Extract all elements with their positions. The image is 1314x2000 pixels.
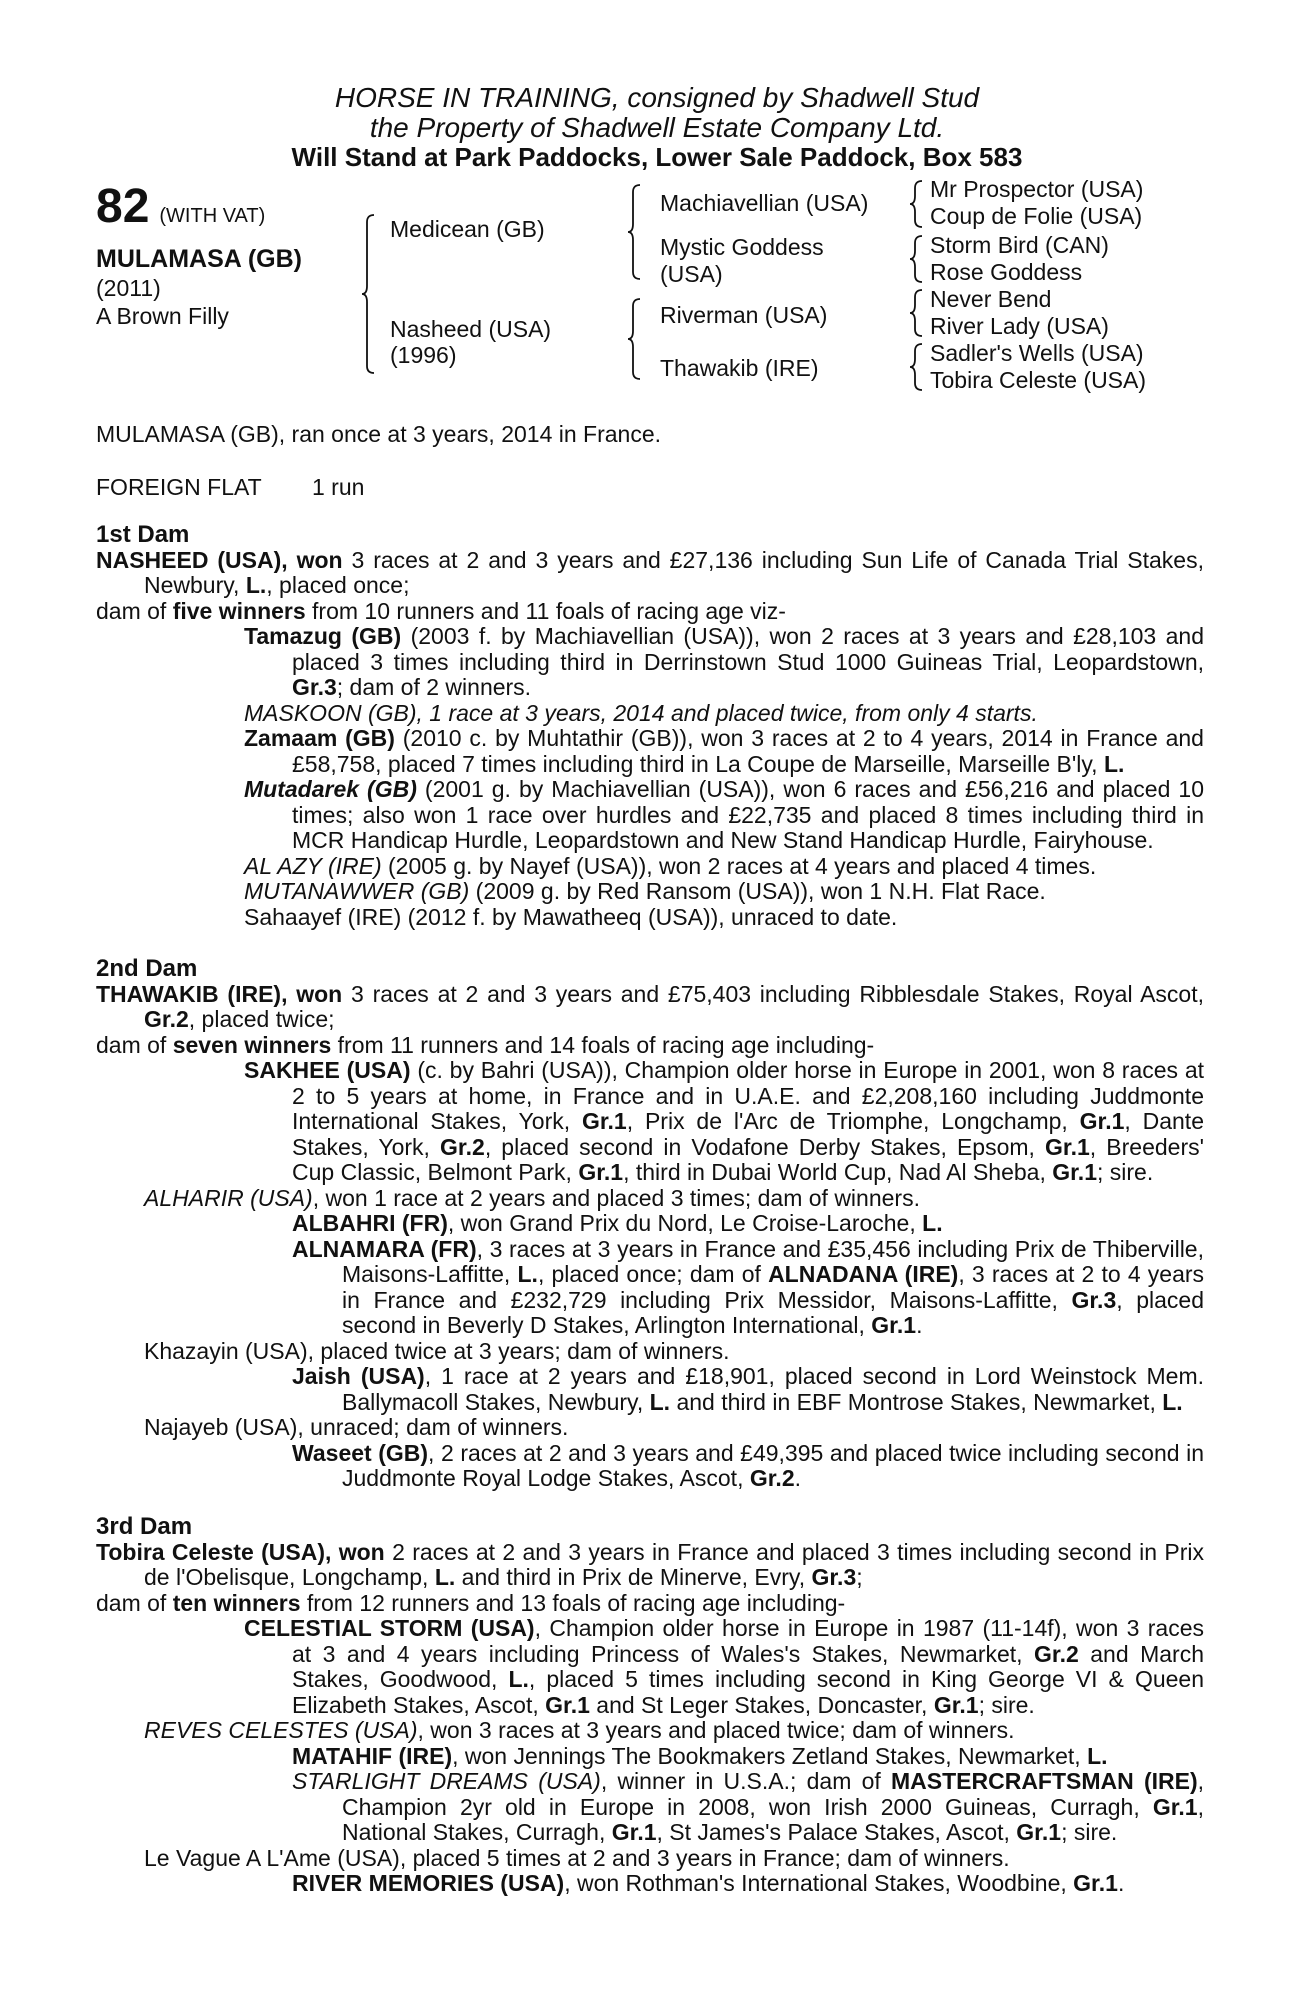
produce-jaish <box>96 1364 1204 1415</box>
produce-matahif <box>96 1744 1204 1770</box>
pedigree-g3-1: Mr Prospector (USA) <box>930 176 1144 202</box>
record-text: , won Jennings The Bookmakers Zetland Stakes, Newmarket, <box>452 1742 1088 1769</box>
produce-maskoon <box>96 701 1204 727</box>
produce-name: AL AZY (IRE) <box>244 852 382 879</box>
record-text: , 1 race at 3 years, 2014 and placed twice, from only 4 starts. <box>416 699 1038 726</box>
record-text: , won Rothman's International Stakes, Woodbine, <box>564 1870 1074 1896</box>
produce-name: CELESTIAL STORM (USA) <box>244 1615 535 1641</box>
grade: L. <box>1103 750 1125 777</box>
grade: Gr.1 <box>1152 1793 1198 1820</box>
grade: Gr.3 <box>292 674 337 700</box>
first-dam-section <box>96 522 1204 930</box>
record-text: , placed second in Beverly D Stakes, Arlington International, <box>342 1286 1204 1338</box>
racing-summary: MULAMASA (GB), ran once at 3 years, 2014 in France. <box>96 421 662 447</box>
grade: L. <box>649 1388 671 1415</box>
produce-name: Jaish (USA) <box>292 1363 425 1389</box>
produce-name: Tamazug (GB) <box>244 623 402 649</box>
produce-al-azy <box>96 854 1204 880</box>
record-text: and St Leger Stakes, Doncaster, <box>589 1691 934 1718</box>
grade: Gr.1 <box>578 1159 624 1185</box>
winners-count: seven winners <box>172 1031 332 1058</box>
grade: Gr.3 <box>811 1564 857 1590</box>
produce-mutanawwer <box>96 879 1204 905</box>
lot-number-block <box>96 182 265 232</box>
record-text: , Dante Stakes, York, <box>292 1108 1204 1160</box>
record-text: . <box>916 1312 923 1338</box>
record-text: ; sire. <box>978 1691 1035 1718</box>
record-text: . <box>1117 1870 1125 1896</box>
record-text: , placed twice; <box>188 1006 335 1032</box>
record-text: (2010 c. by Muhtathir (GB)), won 3 races at 2 to 4 years, 2014 in France and £58,758, placed 7 times including third in La Coupe de Marseille, Marseille B'ly, <box>292 725 1204 777</box>
grade: Gr.2 <box>144 1006 189 1032</box>
record-text: 3 races at 2 and 3 years and £27,136 including Sun Life of Canada Trial Stakes, Newbury, <box>144 546 1204 598</box>
grade: Gr.1 <box>581 1108 627 1134</box>
produce-zamaam <box>96 726 1204 777</box>
produce-name: MASKOON (GB) <box>244 699 417 726</box>
first-dam-produce-summary <box>96 599 1204 625</box>
record-text: and third in EBF Montrose Stakes, Newmarket, <box>670 1388 1163 1415</box>
record-text: , Champion 2yr old in Europe in 2008, won Irish 2000 Guineas, Curragh, <box>342 1768 1205 1820</box>
vat-note: (WITH VAT) <box>159 205 266 227</box>
pedigree-dam-line2: (1996) <box>390 342 457 368</box>
winners-count: ten winners <box>172 1589 301 1616</box>
pedigree-bracket-g3-3 <box>910 289 924 337</box>
produce-celestial-storm <box>96 1616 1204 1718</box>
pedigree-bracket-g3-2 <box>910 235 924 283</box>
pedigree-bracket-sire <box>628 184 642 280</box>
header-owner: the Property of Shadwell Estate Company Ltd. <box>369 112 945 143</box>
pedigree-bracket-g3-4 <box>910 343 924 391</box>
pedigree-g3-6: River Lady (USA) <box>930 313 1109 339</box>
produce-river-memories <box>96 1871 1204 1897</box>
record-text: (2005 g. by Nayef (USA)), won 2 races at 4 years and placed 4 times. <box>381 852 1097 879</box>
record-text: , Breeders' Cup Classic, Belmont Park, <box>292 1133 1204 1185</box>
produce-name: RIVER MEMORIES (USA) <box>292 1870 565 1896</box>
record-text: (c. by Bahri (USA)), Champion older horse in Europe in 2001, won 8 races at 2 to 5 years at home, in France and in U.A.E. and £2,208,160 including Juddmonte International Stakes, York, <box>292 1057 1204 1134</box>
record-text: , placed 5 times including second in King George VI & Queen Elizabeth Stakes, Ascot, <box>292 1666 1205 1718</box>
record-text: , National Stakes, Curragh, <box>342 1793 1204 1845</box>
horse-description: A Brown Filly <box>96 303 229 329</box>
record-text: ; sire. <box>1061 1819 1118 1845</box>
pedigree-sire: Medicean (GB) <box>390 216 545 242</box>
first-dam-title: 1st Dam <box>96 521 190 548</box>
record-text: , 3 races at 3 years in France and £35,456 including Prix de Thiberville, Maisons-Laffitte, <box>342 1235 1204 1287</box>
second-dam-record <box>96 982 1204 1033</box>
pedigree-dam-line1: Nasheed (USA) <box>390 316 552 342</box>
lot-number: 82 <box>96 180 150 233</box>
grade: Gr.1 <box>871 1312 917 1338</box>
third-dam-title: 3rd Dam <box>96 1513 193 1540</box>
produce-name: MUTANAWWER (GB) <box>244 878 470 904</box>
record-text: , placed once; <box>266 572 410 598</box>
grade: L. <box>1162 1388 1183 1415</box>
pedigree-g3-3: Storm Bird (CAN) <box>930 232 1109 258</box>
third-dam-section <box>96 1514 1204 1897</box>
produce-name: ALBAHRI (FR) <box>292 1210 448 1236</box>
produce-alnamara <box>96 1237 1204 1339</box>
record-text: and third in Prix de Minerve, Evry, <box>455 1564 812 1590</box>
produce-name: Waseet (GB) <box>292 1439 429 1466</box>
pedigree-bracket-dam <box>628 298 642 380</box>
grade: Gr.1 <box>611 1819 657 1845</box>
grade: L. <box>508 1666 529 1692</box>
second-dam-section <box>96 956 1204 1492</box>
grade: L. <box>245 572 267 598</box>
pedigree-dam-dam: Thawakib (IRE) <box>660 355 819 381</box>
record-text: ; dam of 2 winners. <box>336 674 532 700</box>
produce-name: REVES CELESTES (USA) <box>144 1717 418 1743</box>
race-record <box>96 474 262 500</box>
pedigree-sire-dam-line2: (USA) <box>660 261 723 287</box>
grade: L. <box>434 1564 456 1590</box>
produce-alharir <box>96 1186 1204 1212</box>
record-text: 3 races at 2 and 3 years and £75,403 including Ribblesdale Stakes, Royal Ascot, <box>342 980 1204 1007</box>
text: from 12 runners and 13 foals of racing age including- <box>300 1589 846 1616</box>
produce-sahaayef: Sahaayef (IRE) (2012 f. by Mawatheeq (USA)), unraced to date. <box>244 903 898 930</box>
grade: L. <box>922 1210 943 1236</box>
won-label: , won <box>281 546 343 573</box>
pedigree-g3-4: Rose Goddess <box>930 259 1083 285</box>
produce-sakhee <box>96 1058 1204 1186</box>
produce-name: Zamaam (GB) <box>244 725 395 751</box>
produce-name: SAKHEE (USA) <box>244 1057 411 1083</box>
third-dam-record <box>96 1540 1204 1591</box>
record-text: , won Grand Prix du Nord, Le Croise-Laroche, <box>447 1210 923 1236</box>
text: from 10 runners and 11 foals of racing age viz- <box>305 597 786 624</box>
winners-count: five winners <box>172 597 306 624</box>
produce-name: STARLIGHT DREAMS (USA) <box>292 1768 601 1794</box>
produce-mutadarek <box>96 777 1204 854</box>
pedigree-bracket-gen1 <box>362 214 376 374</box>
grade: Gr.1 <box>1045 1133 1090 1160</box>
produce-starlight-dreams <box>96 1769 1204 1846</box>
record-text: , winner in U.S.A.; dam of <box>600 1768 891 1794</box>
record-text: (2009 g. by Red Ransom (USA)), won 1 N.H. Flat Race. <box>469 878 1046 904</box>
grade: Gr.1 <box>1016 1819 1062 1845</box>
text: dam of <box>96 1589 173 1616</box>
grade: Gr.1 <box>1079 1108 1125 1134</box>
record-text: and March Stakes, Goodwood, <box>292 1640 1205 1692</box>
produce-name: MATAHIF (IRE) <box>292 1742 453 1769</box>
produce-name: MASTERCRAFTSMAN (IRE) <box>890 1768 1198 1794</box>
first-dam-record <box>96 548 1204 599</box>
text: dam of <box>96 597 173 624</box>
pedigree-dam-sire: Riverman (USA) <box>660 302 828 328</box>
pedigree-g3-8: Tobira Celeste (USA) <box>930 367 1147 393</box>
record-text: , placed once; dam of <box>537 1261 769 1287</box>
grade: Gr.1 <box>1073 1870 1118 1896</box>
pedigree-sire-dam-line1: Mystic Goddess <box>660 234 824 260</box>
produce-waseet <box>96 1441 1204 1492</box>
pedigree-g3-7: Sadler's Wells (USA) <box>930 340 1144 366</box>
dam-name: NASHEED (USA) <box>96 546 282 573</box>
record-text: ; <box>856 1564 863 1590</box>
record-text: ; sire. <box>1097 1159 1154 1185</box>
race-record-label: FOREIGN FLAT <box>96 474 262 500</box>
grade: L. <box>517 1261 538 1287</box>
grade: Gr.1 <box>545 1691 590 1718</box>
produce-le-vague: Le Vague A L'Ame (USA), placed 5 times at 2 and 3 years in France; dam of winners. <box>144 1844 1010 1871</box>
produce-name: ALNADANA (IRE) <box>768 1261 959 1287</box>
won-label: , won <box>324 1538 385 1565</box>
grade: Gr.1 <box>933 1691 979 1718</box>
record-text: (2003 f. by Machiavellian (USA)), won 2 races at 3 years and £28,103 and placed 3 times including third in Derrinstown Stud 1000 Guineas Trial, Leopardstown, <box>292 623 1205 675</box>
record-text: , 1 race at 2 years and £18,901, placed second in Lord Weinstock Mem. Ballymacoll Stakes, Newbury, <box>342 1363 1204 1415</box>
record-text: , Prix de l'Arc de Triomphe, Longchamp, <box>626 1108 1080 1134</box>
record-text: , third in Dubai World Cup, Nad Al Sheba, <box>623 1159 1053 1185</box>
pedigree-g3-5: Never Bend <box>930 286 1052 312</box>
produce-name: ALHARIR (USA) <box>144 1184 313 1211</box>
horse-year: (2011) <box>96 275 161 301</box>
dam-name: THAWAKIB (IRE) <box>96 980 282 1007</box>
produce-reves-celestes <box>96 1718 1204 1744</box>
produce-albahri <box>96 1211 1204 1237</box>
grade: Gr.2 <box>440 1133 485 1160</box>
grade: Gr.2 <box>749 1465 795 1491</box>
second-dam-title: 2nd Dam <box>96 955 198 982</box>
produce-name: ALNAMARA (FR) <box>292 1235 477 1262</box>
grade: L. <box>1087 1742 1108 1769</box>
record-text: , won 1 race at 2 years and placed 3 times; dam of winners. <box>312 1184 920 1211</box>
header-title: HORSE IN TRAINING, consigned by Shadwell Stud <box>334 82 980 113</box>
record-text: 2 races at 2 and 3 years in France and placed 3 times including second in Prix de l'Obelisque, Longchamp, <box>144 1538 1204 1590</box>
pedigree-bracket-g3-1 <box>910 180 924 228</box>
pedigree-sire-sire: Machiavellian (USA) <box>660 190 869 216</box>
record-text: , Champion older horse in Europe in 1987 (11-14f), won 3 races at 3 and 4 years including Princess of Wales's Stakes, Newmarket, <box>292 1615 1204 1667</box>
record-text: (2001 g. by Machiavellian (USA)), won 6 races and £56,216 and placed 10 times; also won 1 race over hurdles and £22,735 and placed 8 times including third in MCR Handicap Hurdle, Leopardstown and New Stand Handicap Hurdle, Fairyhouse. <box>292 776 1204 853</box>
produce-khazayin: Khazayin (USA), placed twice at 3 years; dam of winners. <box>144 1337 730 1364</box>
second-dam-produce-summary <box>96 1033 1204 1059</box>
horse-name: MULAMASA (GB) <box>96 245 302 273</box>
produce-name: Mutadarek (GB) <box>244 776 417 802</box>
won-label: , won <box>281 980 343 1007</box>
record-text: , won 3 races at 3 years and placed twice; dam of winners. <box>417 1717 1015 1743</box>
header-location: Will Stand at Park Paddocks, Lower Sale Paddock, Box 583 <box>291 142 1023 172</box>
text: dam of <box>96 1031 173 1058</box>
dam-name: Tobira Celeste (USA) <box>96 1538 325 1565</box>
grade: Gr.2 <box>1034 1640 1079 1667</box>
record-text: , 3 races at 2 to 4 years in France and £232,729 including Prix Messidor, Maisons-Laffitte, <box>342 1261 1205 1313</box>
race-record-value: 1 run <box>312 474 365 500</box>
record-text: , 2 races at 2 and 3 years and £49,395 and placed twice including second in Juddmonte Royal Lodge Stakes, Ascot, <box>342 1439 1204 1491</box>
record-text: , St James's Palace Stakes, Ascot, <box>656 1819 1017 1845</box>
grade: Gr.1 <box>1052 1159 1097 1185</box>
produce-najayeb: Najayeb (USA), unraced; dam of winners. <box>144 1414 569 1440</box>
produce-tamazug <box>96 624 1204 701</box>
text: from 11 runners and 14 foals of racing age including- <box>331 1031 875 1058</box>
pedigree-g3-2: Coup de Folie (USA) <box>930 203 1143 229</box>
grade: Gr.3 <box>1071 1286 1117 1313</box>
record-text: , placed second in Vodafone Derby Stakes, Epsom, <box>484 1133 1046 1160</box>
third-dam-produce-summary <box>96 1591 1204 1617</box>
record-text: . <box>794 1465 802 1491</box>
